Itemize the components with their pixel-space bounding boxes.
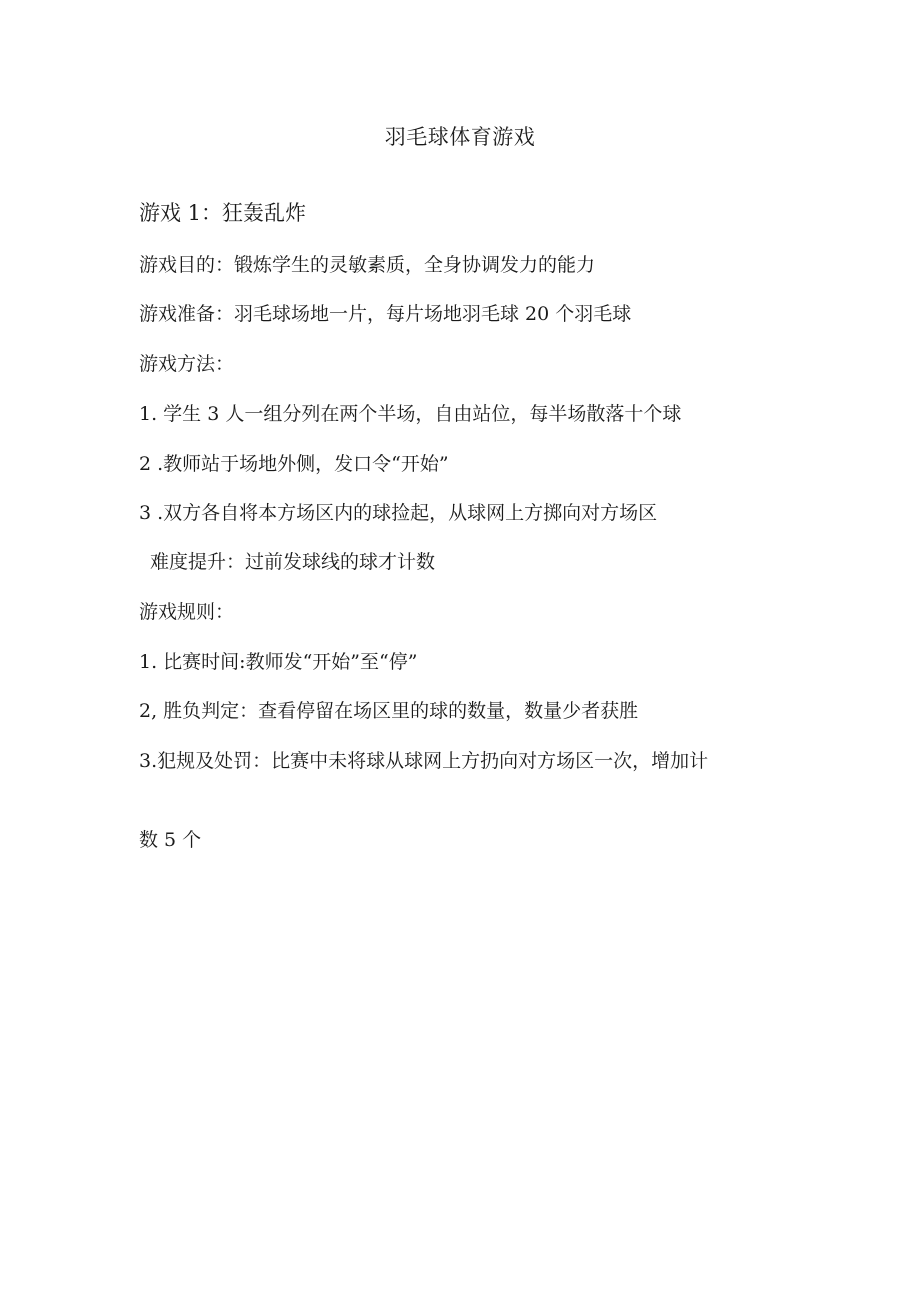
rule-1: 1. 比赛时间:教师发“开始”至“停” xyxy=(139,651,418,673)
page-title: 羽毛球体育游戏 xyxy=(384,125,536,149)
rules-heading: 游戏规则： xyxy=(139,601,235,623)
game-preparation: 游戏准备：羽毛球场地一片，每片场地羽毛球 20 个羽毛球 xyxy=(139,303,632,325)
method-heading: 游戏方法： xyxy=(139,353,235,375)
rule-2: 2, 胜负判定：查看停留在场区里的球的数量，数量少者获胜 xyxy=(139,700,639,722)
method-step-2: 2 .教师站于场地外侧，发口令“开始” xyxy=(139,453,449,475)
game-purpose: 游戏目的：锻炼学生的灵敏素质，全身协调发力的能力 xyxy=(139,254,596,276)
method-step-3: 3 .双方各自将本方场区内的球捡起，从球网上方掷向对方场区 xyxy=(139,502,658,524)
rule-3: 3.犯规及处罚：比赛中未将球从球网上方扔向对方场区一次，增加计 xyxy=(139,750,709,772)
difficulty-note: 难度提升：过前发球线的球才计数 xyxy=(150,551,436,573)
rule-3-continuation: 数 5 个 xyxy=(139,829,202,851)
game-heading: 游戏 1：狂轰乱炸 xyxy=(139,201,307,225)
method-step-1: 1. 学生 3 人一组分列在两个半场，自由站位，每半场散落十个球 xyxy=(139,403,682,425)
